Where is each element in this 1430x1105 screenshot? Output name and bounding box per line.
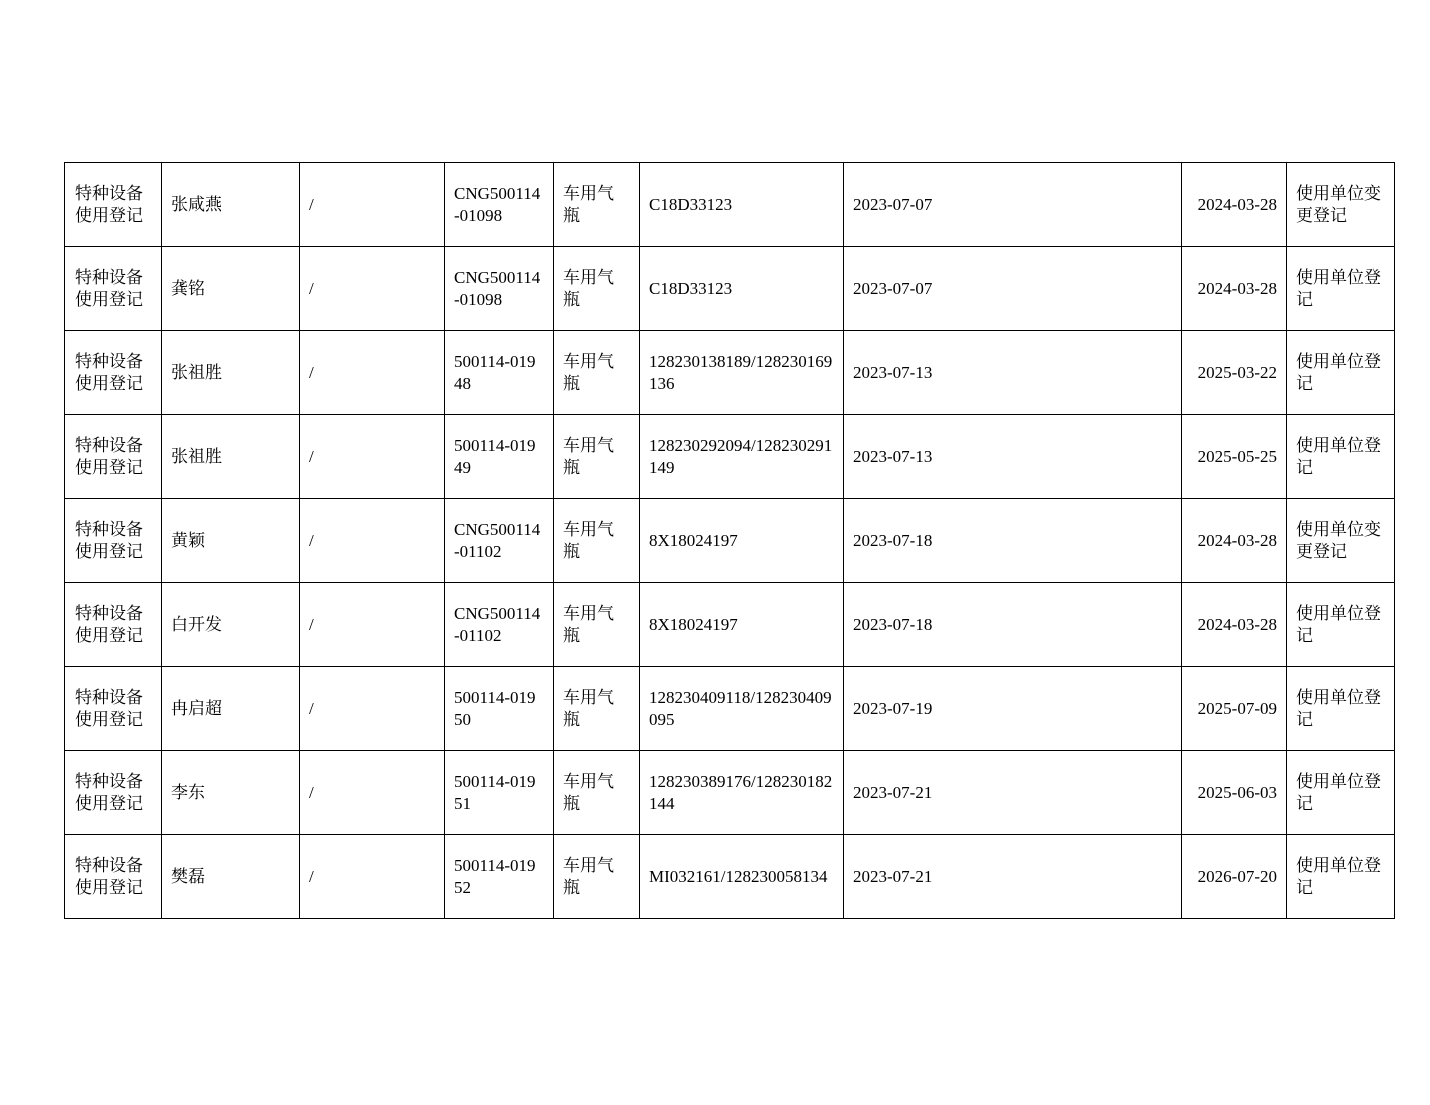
change-date-cell: 2025-05-25: [1182, 415, 1287, 499]
equipment-type-cell: 车用气瓶: [554, 835, 640, 919]
placeholder-cell: /: [300, 163, 445, 247]
action-cell: 使用单位登记: [1287, 667, 1395, 751]
registration-date-cell: 2023-07-21: [844, 751, 1182, 835]
category-cell: 特种设备使用登记: [65, 163, 162, 247]
action-cell: 使用单位登记: [1287, 247, 1395, 331]
table-row: [65, 835, 1395, 919]
registration-number-cell: 500114-01951: [445, 751, 554, 835]
change-date-cell: 2024-03-28: [1182, 163, 1287, 247]
change-date-cell: 2024-03-28: [1182, 247, 1287, 331]
product-number-cell: 128230292094/128230291149: [640, 415, 844, 499]
table-row: [65, 331, 1395, 415]
user-name-cell: 冉启超: [162, 667, 300, 751]
user-name-cell: 黄颖: [162, 499, 300, 583]
registration-number-cell: 500114-01952: [445, 835, 554, 919]
equipment-type-cell: 车用气瓶: [554, 163, 640, 247]
placeholder-cell: /: [300, 499, 445, 583]
action-cell: 使用单位登记: [1287, 751, 1395, 835]
user-name-cell: 张祖胜: [162, 415, 300, 499]
registration-number-cell: 500114-01949: [445, 415, 554, 499]
registration-date-cell: 2023-07-13: [844, 331, 1182, 415]
product-number-cell: 8X18024197: [640, 499, 844, 583]
registration-date-cell: 2023-07-19: [844, 667, 1182, 751]
change-date-cell: 2026-07-20: [1182, 835, 1287, 919]
action-cell: 使用单位登记: [1287, 415, 1395, 499]
category-cell: 特种设备使用登记: [65, 667, 162, 751]
action-cell: 使用单位登记: [1287, 331, 1395, 415]
registration-number-cell: 500114-01948: [445, 331, 554, 415]
equipment-type-cell: 车用气瓶: [554, 583, 640, 667]
change-date-cell: 2025-07-09: [1182, 667, 1287, 751]
product-number-cell: 128230138189/128230169136: [640, 331, 844, 415]
category-cell: 特种设备使用登记: [65, 499, 162, 583]
user-name-cell: 樊磊: [162, 835, 300, 919]
placeholder-cell: /: [300, 415, 445, 499]
table-row: [65, 415, 1395, 499]
placeholder-cell: /: [300, 247, 445, 331]
change-date-cell: 2024-03-28: [1182, 583, 1287, 667]
product-number-cell: C18D33123: [640, 247, 844, 331]
user-name-cell: 李东: [162, 751, 300, 835]
registration-number-cell: 500114-01950: [445, 667, 554, 751]
registration-date-cell: 2023-07-07: [844, 163, 1182, 247]
registration-table: [64, 162, 1395, 919]
product-number-cell: 128230409118/128230409095: [640, 667, 844, 751]
registration-date-cell: 2023-07-07: [844, 247, 1182, 331]
change-date-cell: 2025-03-22: [1182, 331, 1287, 415]
product-number-cell: 128230389176/128230182144: [640, 751, 844, 835]
registration-date-cell: 2023-07-18: [844, 583, 1182, 667]
registration-number-cell: CNG500114-01102: [445, 583, 554, 667]
user-name-cell: 白开发: [162, 583, 300, 667]
category-cell: 特种设备使用登记: [65, 751, 162, 835]
product-number-cell: 8X18024197: [640, 583, 844, 667]
registration-number-cell: CNG500114-01098: [445, 247, 554, 331]
category-cell: 特种设备使用登记: [65, 331, 162, 415]
action-cell: 使用单位登记: [1287, 583, 1395, 667]
equipment-type-cell: 车用气瓶: [554, 415, 640, 499]
user-name-cell: 龚铭: [162, 247, 300, 331]
placeholder-cell: /: [300, 331, 445, 415]
action-cell: 使用单位登记: [1287, 835, 1395, 919]
table-row: [65, 499, 1395, 583]
placeholder-cell: /: [300, 835, 445, 919]
registration-date-cell: 2023-07-13: [844, 415, 1182, 499]
registration-date-cell: 2023-07-21: [844, 835, 1182, 919]
category-cell: 特种设备使用登记: [65, 247, 162, 331]
user-name-cell: 张咸燕: [162, 163, 300, 247]
user-name-cell: 张祖胜: [162, 331, 300, 415]
table-row: [65, 667, 1395, 751]
action-cell: 使用单位变更登记: [1287, 163, 1395, 247]
category-cell: 特种设备使用登记: [65, 835, 162, 919]
equipment-type-cell: 车用气瓶: [554, 667, 640, 751]
change-date-cell: 2024-03-28: [1182, 499, 1287, 583]
action-cell: 使用单位变更登记: [1287, 499, 1395, 583]
category-cell: 特种设备使用登记: [65, 583, 162, 667]
registration-date-cell: 2023-07-18: [844, 499, 1182, 583]
table-row: [65, 163, 1395, 247]
placeholder-cell: /: [300, 667, 445, 751]
table-row: [65, 247, 1395, 331]
table-body: [65, 163, 1395, 919]
equipment-type-cell: 车用气瓶: [554, 499, 640, 583]
product-number-cell: MI032161/128230058134: [640, 835, 844, 919]
registration-number-cell: CNG500114-01098: [445, 163, 554, 247]
equipment-type-cell: 车用气瓶: [554, 247, 640, 331]
table-row: [65, 751, 1395, 835]
table-row: [65, 583, 1395, 667]
change-date-cell: 2025-06-03: [1182, 751, 1287, 835]
product-number-cell: C18D33123: [640, 163, 844, 247]
placeholder-cell: /: [300, 583, 445, 667]
equipment-type-cell: 车用气瓶: [554, 331, 640, 415]
placeholder-cell: /: [300, 751, 445, 835]
equipment-type-cell: 车用气瓶: [554, 751, 640, 835]
registration-number-cell: CNG500114-01102: [445, 499, 554, 583]
category-cell: 特种设备使用登记: [65, 415, 162, 499]
